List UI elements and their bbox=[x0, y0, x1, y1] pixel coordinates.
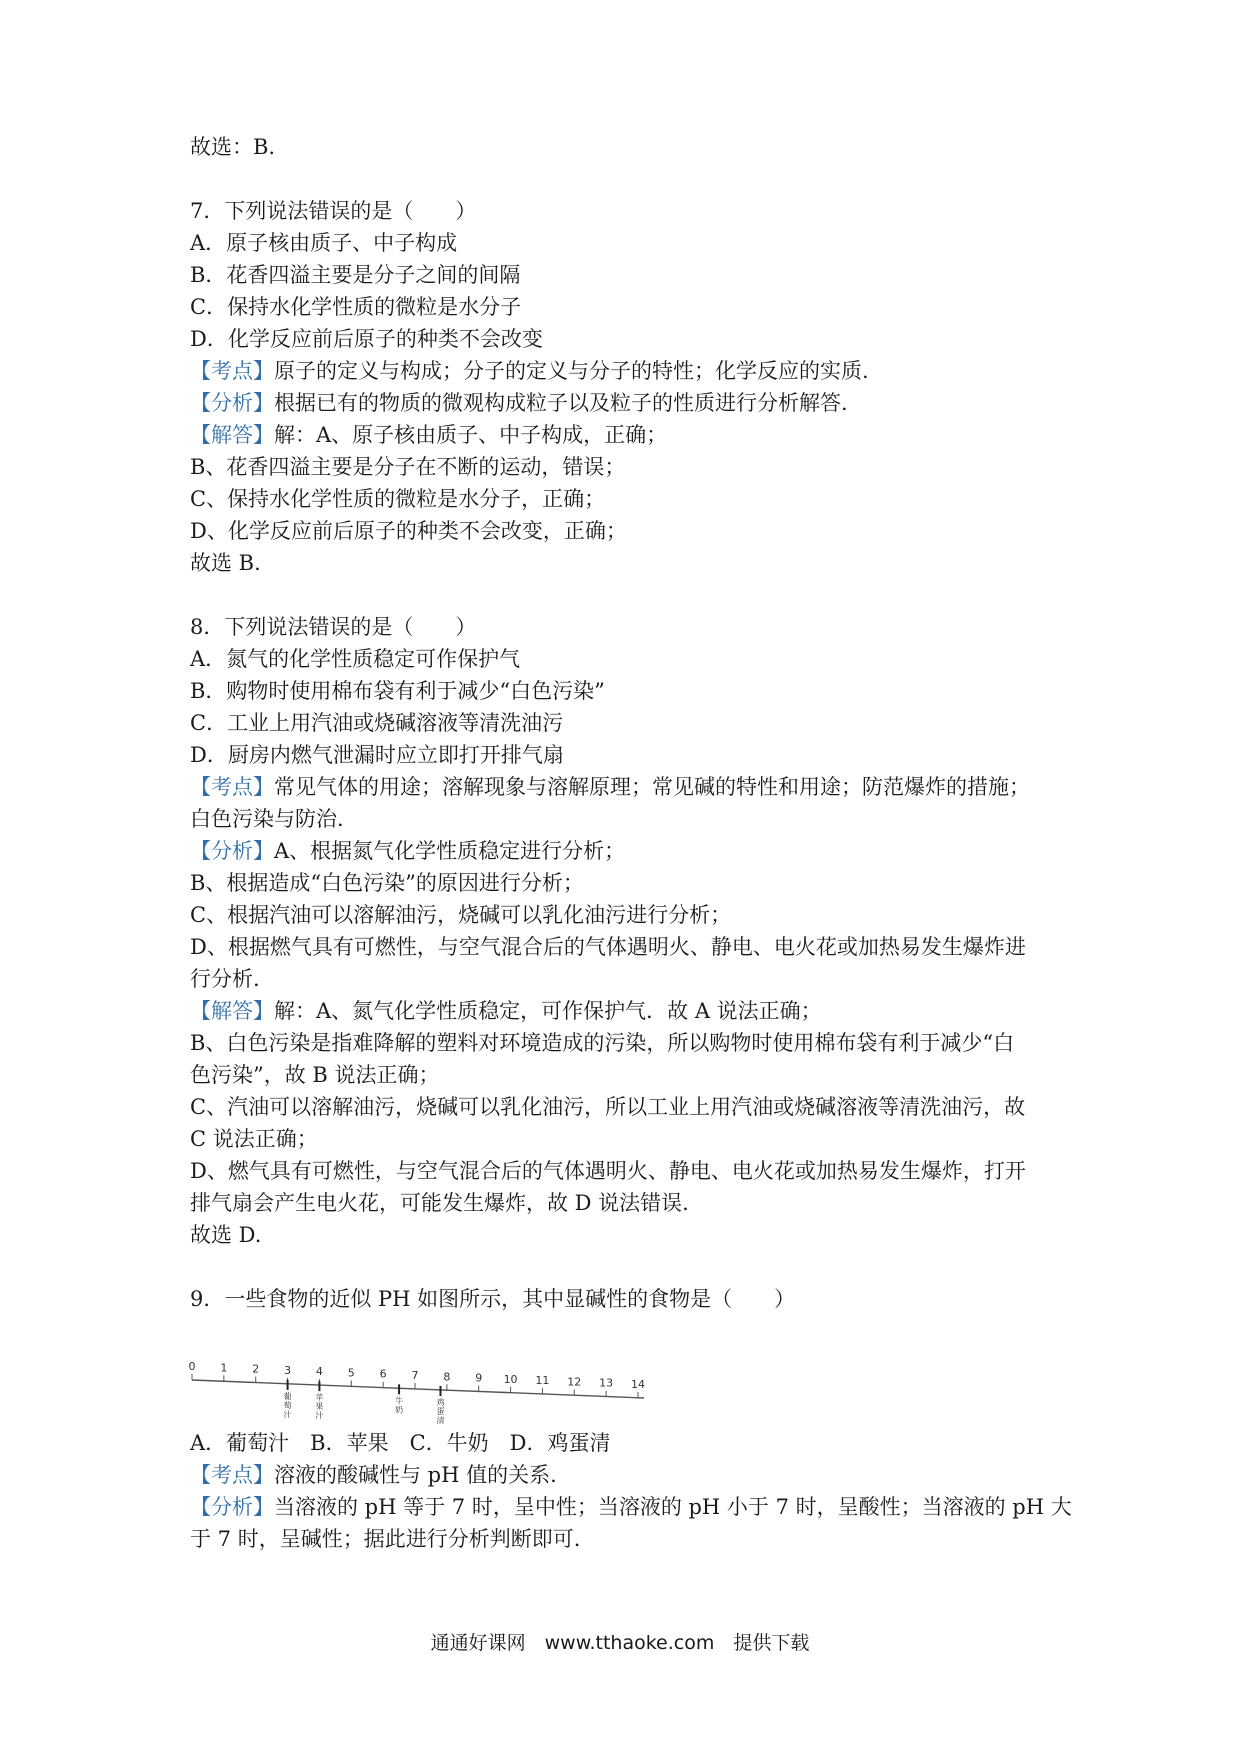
text-line bbox=[190, 1124, 318, 1154]
line-text: 8．下列说法错误的是（ ） bbox=[190, 615, 477, 639]
text-line bbox=[190, 516, 627, 546]
text-line bbox=[190, 132, 275, 162]
line-text: 原子的定义与构成；分子的定义与分子的特性；化学反应的实质. bbox=[274, 359, 869, 383]
line-text: A．氮气的化学性质稳定可作保护气 bbox=[190, 647, 521, 671]
line-text: D、根据燃气具有可燃性，与空气混合后的气体遇明火、静电、电火花或加热易发生爆炸进 bbox=[190, 935, 1026, 959]
line-text: 行分析. bbox=[190, 967, 260, 991]
text-line bbox=[190, 420, 667, 450]
line-text: D．厨房内燃气泄漏时应立即打开排气扇 bbox=[190, 743, 564, 767]
food-label-char: 苹 bbox=[315, 1393, 324, 1403]
line-text: 当溶液的 pH 等于 7 时，呈中性；当溶液的 pH 小于 7 时，呈酸性；当溶液的 pH 大 bbox=[274, 1495, 1072, 1519]
text-line bbox=[190, 1188, 689, 1218]
text-line bbox=[190, 836, 625, 866]
line-text: 故选 B. bbox=[190, 551, 261, 575]
ph-scale-figure bbox=[188, 1344, 648, 1430]
text-line bbox=[190, 804, 344, 834]
text-line bbox=[190, 548, 261, 578]
section-tag: 【分析】 bbox=[190, 839, 274, 863]
text-line bbox=[190, 260, 520, 290]
ph-tick-label: 4 bbox=[315, 1365, 323, 1379]
text-line bbox=[190, 708, 563, 738]
food-label-char: 萄 bbox=[283, 1400, 292, 1410]
ph-tick-label: 13 bbox=[599, 1376, 614, 1390]
line-text: A．原子核由质子、中子构成 bbox=[190, 231, 458, 255]
line-text: 色污染”，故 B 说法正确； bbox=[190, 1063, 440, 1087]
ph-tick-label: 6 bbox=[379, 1367, 387, 1381]
ph-tick-label: 14 bbox=[631, 1378, 645, 1391]
line-text: 于 7 时，呈碱性；据此进行分析判断即可. bbox=[190, 1527, 581, 1551]
ph-tick-label: 1 bbox=[220, 1361, 228, 1375]
ph-tick-label: 11 bbox=[535, 1374, 550, 1388]
line-text: 解：A、氮气化学性质稳定，可作保护气．故 A 说法正确； bbox=[274, 999, 822, 1023]
line-text: 溶液的酸碱性与 pH 值的关系. bbox=[274, 1463, 557, 1487]
food-label-char: 果 bbox=[315, 1402, 324, 1412]
ph-tick-label: 7 bbox=[411, 1369, 419, 1382]
line-text: B、白色污染是指难降解的塑料对环境造成的污染，所以购物时使用棉布袋有利于减少“白 bbox=[190, 1031, 1015, 1055]
text-line bbox=[190, 676, 605, 706]
food-label-char: 奶 bbox=[395, 1405, 404, 1415]
ph-tick-label: 9 bbox=[475, 1371, 483, 1385]
line-text: 根据已有的物质的微观构成粒子以及粒子的性质进行分析解答. bbox=[274, 391, 848, 415]
line-text: C 说法正确； bbox=[190, 1127, 318, 1151]
line-text: 解：A、原子核由质子、中子构成，正确； bbox=[274, 423, 668, 447]
text-line bbox=[190, 1492, 1072, 1522]
line-text: C、保持水化学性质的微粒是水分子，正确； bbox=[190, 487, 606, 511]
text-line bbox=[190, 292, 521, 322]
text-line bbox=[190, 644, 520, 674]
text-line bbox=[190, 1284, 795, 1314]
line-text: C、根据汽油可以溶解油污，烧碱可以乳化油污进行分析； bbox=[190, 903, 732, 927]
text-line bbox=[190, 900, 731, 930]
line-text: C、汽油可以溶解油污，烧碱可以乳化油污，所以工业上用汽油或烧碱溶液等清洗油污，故 bbox=[190, 1095, 1026, 1119]
line-text: 白色污染与防治. bbox=[190, 807, 344, 831]
ph-tick-label: 0 bbox=[188, 1360, 196, 1373]
line-text: 9．一些食物的近似 PH 如图所示，其中显碱性的食物是（ ） bbox=[190, 1287, 796, 1311]
food-label-char: 汁 bbox=[283, 1409, 292, 1419]
line-text: A、根据氮气化学性质稳定进行分析； bbox=[274, 839, 626, 863]
text-line bbox=[190, 1428, 611, 1458]
text-line bbox=[190, 1028, 1014, 1058]
line-text: B、根据造成“白色污染”的原因进行分析； bbox=[190, 871, 584, 895]
text-line bbox=[190, 356, 869, 386]
line-text: D．化学反应前后原子的种类不会改变 bbox=[190, 327, 543, 351]
text-line bbox=[190, 932, 1026, 962]
ph-tick-label: 5 bbox=[347, 1366, 355, 1380]
text-line bbox=[190, 1460, 557, 1490]
line-text: D、燃气具有可燃性，与空气混合后的气体遇明火、静电、电火花或加热易发生爆炸，打开 bbox=[190, 1159, 1026, 1183]
text-line bbox=[190, 1220, 261, 1250]
food-label-char: 蛋 bbox=[436, 1407, 445, 1417]
section-tag: 【考点】 bbox=[190, 1463, 274, 1487]
text-line bbox=[190, 388, 848, 418]
text-line bbox=[190, 324, 543, 354]
ph-tick-label: 3 bbox=[284, 1363, 292, 1377]
line-text: C．保持水化学性质的微粒是水分子 bbox=[190, 295, 522, 319]
ph-tick-label: 2 bbox=[252, 1362, 260, 1376]
text-line bbox=[190, 612, 476, 642]
ph-tick-label: 10 bbox=[503, 1372, 518, 1386]
line-text: A．葡萄汁 B．苹果 C．牛奶 D．鸡蛋清 bbox=[190, 1431, 611, 1455]
section-tag: 【考点】 bbox=[190, 359, 274, 383]
food-label-char: 汁 bbox=[315, 1411, 324, 1421]
section-tag: 【分析】 bbox=[190, 391, 274, 415]
line-text: B、花香四溢主要是分子在不断的运动，错误； bbox=[190, 455, 626, 479]
text-line bbox=[190, 740, 564, 770]
section-tag: 【考点】 bbox=[190, 775, 274, 799]
text-line bbox=[190, 196, 476, 226]
text-line bbox=[190, 484, 605, 514]
ph-tick-label: 8 bbox=[443, 1370, 451, 1384]
text-line bbox=[190, 1060, 440, 1090]
page-footer: 通通好课网 www.tthaoke.com 提供下载 bbox=[430, 1632, 810, 1654]
line-text: 7．下列说法错误的是（ ） bbox=[190, 199, 477, 223]
text-line bbox=[190, 868, 584, 898]
section-tag: 【分析】 bbox=[190, 1495, 274, 1519]
section-tag: 【解答】 bbox=[190, 423, 274, 447]
food-label-char: 鸡 bbox=[436, 1398, 445, 1408]
line-text: 故选：B. bbox=[190, 135, 276, 159]
line-text: D、化学反应前后原子的种类不会改变，正确； bbox=[190, 519, 627, 543]
line-text: C．工业上用汽油或烧碱溶液等清洗油污 bbox=[190, 711, 564, 735]
text-line bbox=[190, 228, 457, 258]
section-tag: 【解答】 bbox=[190, 999, 274, 1023]
food-label-char: 牛 bbox=[395, 1396, 404, 1406]
ph-tick-label: 12 bbox=[567, 1375, 582, 1389]
text-line bbox=[190, 996, 822, 1026]
line-text: B．花香四溢主要是分子之间的间隔 bbox=[190, 263, 521, 287]
text-line bbox=[190, 772, 1030, 802]
text-line bbox=[190, 964, 260, 994]
line-text: 常见气体的用途；溶解现象与溶解原理；常见碱的特性和用途；防范爆炸的措施； bbox=[274, 775, 1030, 799]
text-line bbox=[190, 1156, 1026, 1186]
food-label-char: 清 bbox=[436, 1416, 445, 1426]
food-label-char: 葡 bbox=[283, 1391, 292, 1401]
line-text: 故选 D. bbox=[190, 1223, 262, 1247]
text-line bbox=[190, 452, 625, 482]
text-line bbox=[190, 1092, 1025, 1122]
line-text: B．购物时使用棉布袋有利于减少“白色污染” bbox=[190, 679, 605, 703]
line-text: 排气扇会产生电火花，可能发生爆炸，故 D 说法错误. bbox=[190, 1191, 689, 1215]
text-line bbox=[190, 1524, 580, 1554]
